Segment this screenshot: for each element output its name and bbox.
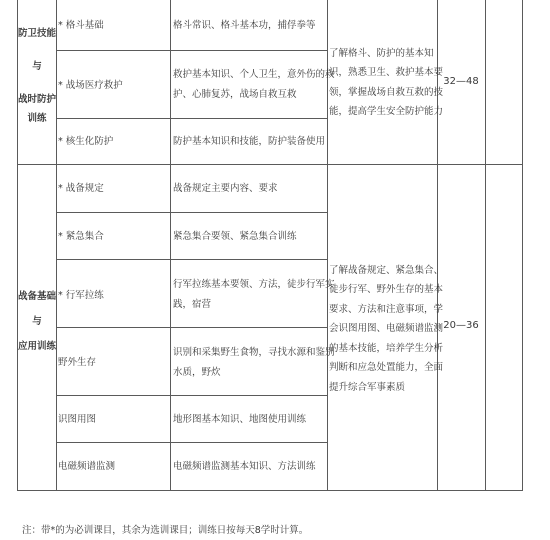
subject-cell: * 行军拉练 [58,290,104,301]
content-cell: 防护基本知识和技能，防护装备使用 [173,136,326,147]
row-line [56,395,328,396]
category-label: 防卫技能 与 战时防护 训练 [17,28,56,124]
row-line [56,442,328,443]
subject-cell: 野外生存 [58,357,97,368]
content-cell: 地形图基本知识、地图使用训练 [173,414,307,425]
subject-cell: 电磁频谱监测 [58,461,116,472]
category-label: 战备基础 与 应用训练 [17,291,56,352]
subject-cell: * 核生化防护 [58,136,114,147]
row-line [56,50,328,51]
table-border-right [522,0,523,490]
footnote: 注：带*的为必训课目，其余为选训课目；训练日按每天8学时计算。 [22,525,309,536]
hours-cell: 20—36 [443,320,479,331]
col-line-remarks [485,0,486,490]
subject-cell: * 战场医疗救护 [58,80,123,91]
content-cell: 行军拉练基本要领、方法，徒步行军实 [173,279,335,290]
content-cell: 救护基本知识、个人卫生，意外伤的救 [173,69,335,80]
subject-cell: * 战备规定 [58,183,104,194]
content-cell: 格斗常识、格斗基本功，捕俘拳等 [173,20,316,31]
subject-cell: * 格斗基础 [58,20,104,31]
content-cell: 紧急集合要领、紧急集合训练 [173,231,297,242]
section-divider [17,164,523,165]
col-line-content [170,0,171,490]
content-cell: 水质，野炊 [173,367,221,378]
subject-cell: 识图用图 [58,414,97,425]
content-cell: 践，宿营 [173,299,212,310]
row-line [56,259,328,260]
content-cell: 电磁频谱监测基本知识、方法训练 [173,461,316,472]
hours-cell: 32—48 [443,76,479,87]
content-cell: 识别和采集野生食物，寻找水源和鉴别 [173,347,335,358]
row-line [56,327,328,328]
row-line [56,118,328,119]
subject-cell: * 紧急集合 [58,231,104,242]
content-cell: 战备规定主要内容、要求 [173,183,278,194]
content-cell: 护、心肺复苏，战场自救互救 [173,89,297,100]
table-border-bottom [17,490,523,491]
row-line [56,212,328,213]
